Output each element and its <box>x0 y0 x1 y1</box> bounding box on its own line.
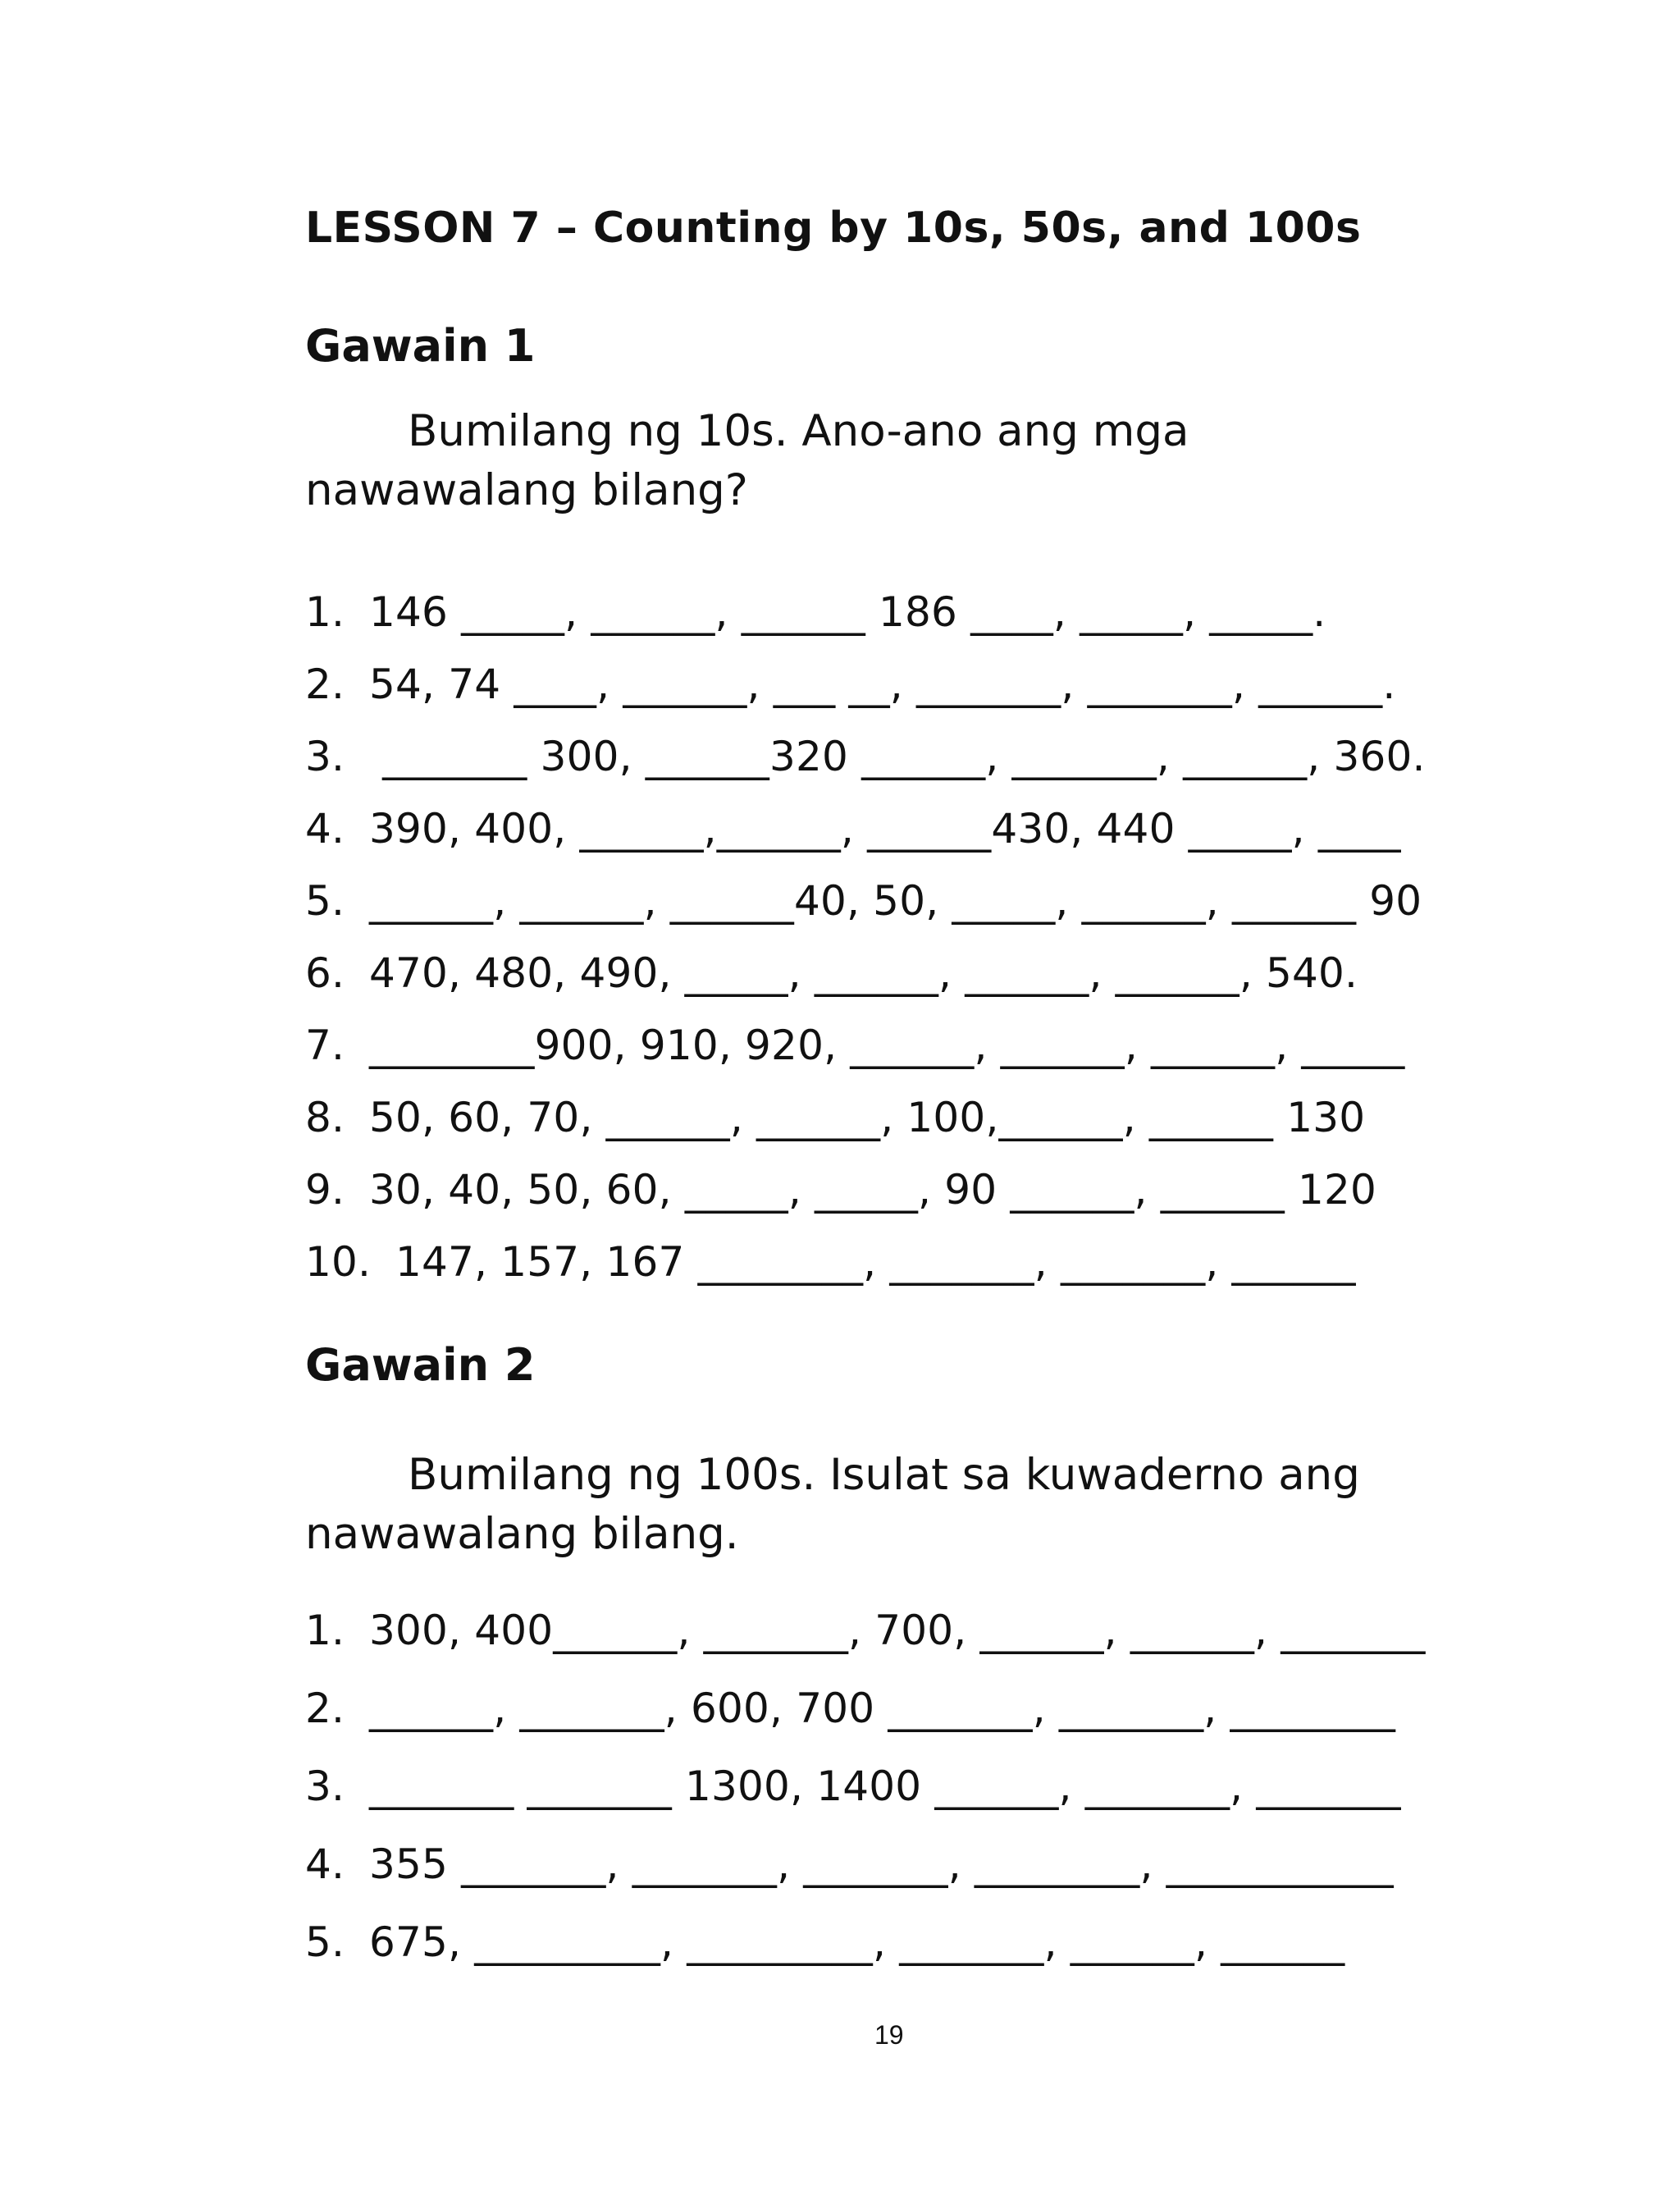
item-number: 8. <box>305 1094 345 1141</box>
gawain-1-item-7 <box>305 1009 1426 1081</box>
page-number: 19 <box>874 2020 904 2050</box>
gawain-2-instruction-line-1: Bumilang ng 100s. Isulat sa kuwaderno ang <box>408 1450 1360 1500</box>
item-text: 30, 40, 50, 60, _____, _____, 90 ______, ______ 120 <box>369 1166 1377 1214</box>
item-text: 390, 400, ______,______, ______430, 440 _____, ____ <box>369 805 1401 853</box>
item-number: 1. <box>305 1607 345 1654</box>
lesson-title: LESSON 7 – Counting by 10s, 50s, and 100s <box>305 203 1362 253</box>
gawain-1-item-6 <box>305 937 1426 1009</box>
gawain-1-instruction-line-2: nawawalang bilang? <box>305 465 748 515</box>
gawain-1-item-5 <box>305 865 1426 937</box>
gawain-2-item-5 <box>305 1904 1426 1982</box>
item-number: 7. <box>305 1022 345 1069</box>
item-text: _______ _______ 1300, 1400 ______, _______, _______ <box>369 1763 1401 1810</box>
item-number: 3. <box>305 1763 345 1810</box>
item-number: 1. <box>305 588 345 636</box>
item-number: 2. <box>305 1685 345 1732</box>
item-number: 3. <box>305 733 345 780</box>
gawain-1-list <box>305 576 1426 1298</box>
gawain-1-item-8 <box>305 1081 1426 1154</box>
item-number: 4. <box>305 1840 345 1888</box>
item-number: 9. <box>305 1166 345 1214</box>
item-number: 2. <box>305 661 345 708</box>
item-text: 300, 400______, _______, 700, ______, ______, _______ <box>369 1607 1426 1654</box>
gawain-1-item-2 <box>305 648 1426 720</box>
gawain-1-item-4 <box>305 793 1426 865</box>
gawain-1-instruction-line-1: Bumilang ng 10s. Ano-ano ang mga <box>408 406 1189 456</box>
item-text: ______, _______, 600, 700 _______, _______, ________ <box>369 1685 1396 1732</box>
item-text: 146 _____, ______, ______ 186 ____, _____, _____. <box>369 588 1326 636</box>
gawain-1-item-3 <box>305 720 1426 793</box>
gawain-2-item-1 <box>305 1592 1426 1670</box>
item-text: ______, ______, ______40, 50, _____, ______, ______ 90 <box>369 877 1422 925</box>
gawain-1-heading: Gawain 1 <box>305 320 536 372</box>
item-number: 10. <box>305 1238 372 1286</box>
item-text: 50, 60, 70, ______, ______, 100,______, ______ 130 <box>369 1094 1366 1141</box>
item-number: 5. <box>305 877 345 925</box>
item-text: 470, 480, 490, _____, ______, ______, ______, 540. <box>369 949 1358 997</box>
gawain-1-instruction <box>305 402 1454 520</box>
item-text: 147, 157, 167 ________, _______, _______, ______ <box>395 1238 1356 1286</box>
gawain-2-list <box>305 1592 1426 1982</box>
gawain-2-item-3 <box>305 1748 1426 1826</box>
item-text: _______ 300, ______320 ______, _______, ______, 360. <box>369 733 1426 780</box>
gawain-2-instruction-line-2: nawawalang bilang. <box>305 1509 739 1559</box>
gawain-1-item-10 <box>305 1226 1426 1298</box>
item-text: 355 _______, _______, _______, ________, ___________ <box>369 1840 1394 1888</box>
gawain-2-item-2 <box>305 1670 1426 1748</box>
gawain-1-item-9 <box>305 1154 1426 1226</box>
item-number: 5. <box>305 1918 345 1966</box>
item-text: 675, _________, _________, _______, ______, ______ <box>369 1918 1345 1966</box>
item-number: 6. <box>305 949 345 997</box>
gawain-2-instruction <box>305 1446 1454 1564</box>
gawain-2-heading: Gawain 2 <box>305 1339 536 1391</box>
item-text: ________900, 910, 920, ______, ______, ______, _____ <box>369 1022 1405 1069</box>
gawain-1-item-1 <box>305 576 1426 648</box>
item-text: 54, 74 ____, ______, ___ __, _______, _______, ______. <box>369 661 1396 708</box>
item-number: 4. <box>305 805 345 853</box>
gawain-2-item-4 <box>305 1826 1426 1904</box>
